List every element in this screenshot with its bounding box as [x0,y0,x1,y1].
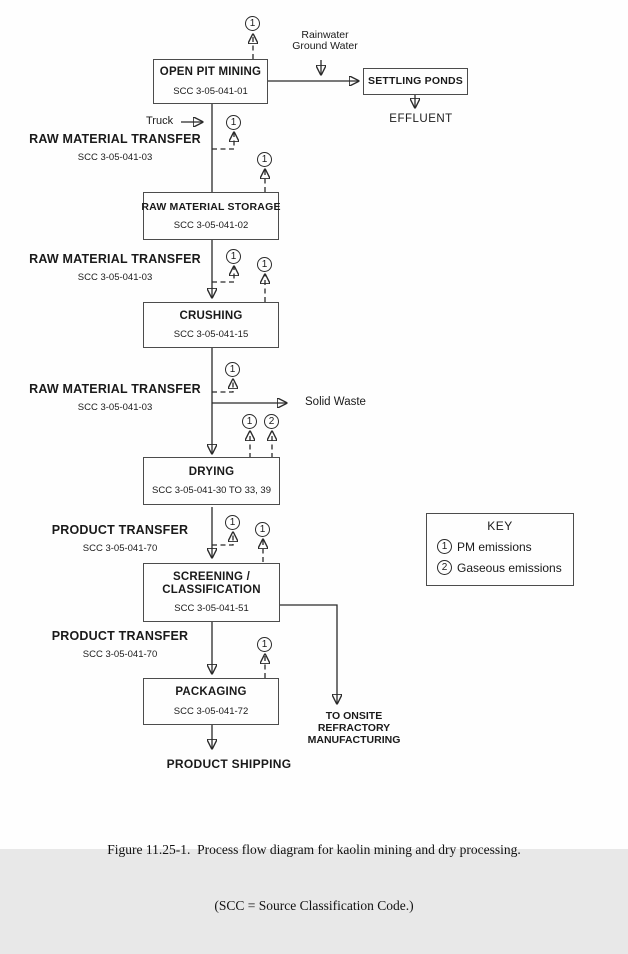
screening-title-line1: SCREENING / [173,570,250,583]
raw-material-transfer-title: RAW MATERIAL TRANSFER [29,132,201,146]
gaseous-emission-circle-legend: 2 [437,560,452,575]
label-product-transfer-1 [36,523,204,554]
figure-caption-line2: (SCC = Source Classification Code.) [214,898,414,914]
packaging-title: PACKAGING [175,686,247,699]
rainwater-line1: Rainwater [301,29,349,41]
raw-material-transfer-scc-code: SCC 3-05-041-03 [77,272,153,283]
label-raw-material-transfer-2 [24,252,206,283]
raw-material-transfer-scc-code: SCC 3-05-041-03 [77,152,153,163]
product-transfer-title: PRODUCT TRANSFER [51,523,189,537]
open-pit-mining-title: OPEN PIT MINING [159,66,262,79]
figure-caption [0,803,628,954]
key-title: KEY [487,519,513,533]
to-onsite-line1: TO ONSITE [325,710,383,722]
open-pit-mining-scc-code: SCC 3-05-041-01 [173,85,248,97]
raw-material-storage-title: RAW MATERIAL STORAGE [141,201,281,214]
key-item-pm [437,539,573,554]
raw-material-transfer-scc-code: SCC 3-05-041-03 [77,402,153,413]
process-box-packaging [143,678,279,725]
key-legend [426,513,574,586]
screening-scc-code: SCC 3-05-041-51 [174,603,249,615]
rainwater-line2: Ground Water [292,40,358,53]
gaseous-emission-circle-drying: 2 [264,414,279,429]
pm-emission-circle-screening: 1 [255,522,270,537]
label-to-onsite-refractory [298,710,410,746]
process-box-raw-material-storage [143,192,279,240]
product-transfer-title: PRODUCT TRANSFER [51,629,189,643]
label-product-shipping: PRODUCT SHIPPING [166,757,292,771]
raw-material-transfer-title: RAW MATERIAL TRANSFER [29,252,201,266]
pm-emission-circle-open-pit: 1 [245,16,260,31]
process-box-drying [143,457,280,505]
pm-emission-circle-legend: 1 [437,539,452,554]
pm-emission-circle-product-transfer-1: 1 [225,515,240,530]
crushing-scc-code: SCC 3-05-041-15 [173,329,249,341]
drying-scc-code: SCC 3-05-041-30 TO 33, 39 [152,485,271,497]
process-box-open-pit-mining [153,59,268,104]
pm-emission-circle-transfer-2: 1 [226,249,241,264]
label-raw-material-transfer-3 [24,382,206,413]
pm-emission-circle-transfer-1: 1 [226,115,241,130]
product-transfer-scc-code: SCC 3-05-041-70 [82,649,158,660]
pm-emission-circle-crushing: 1 [257,257,272,272]
raw-material-storage-scc-code: SCC 3-05-041-02 [173,219,249,231]
process-box-settling-ponds [363,68,468,95]
process-box-screening-classification [143,563,280,622]
key-item-pm-label: PM emissions [457,539,532,554]
key-item-gaseous-label: Gaseous emissions [457,560,562,575]
product-transfer-scc-code: SCC 3-05-041-70 [82,543,158,554]
pm-emission-circle-storage: 1 [257,152,272,167]
label-product-transfer-2 [36,629,204,660]
settling-ponds-title: SETTLING PONDS [368,75,463,88]
drying-title: DRYING [188,465,235,478]
pm-emission-circle-transfer-3: 1 [225,362,240,377]
label-rainwater-groundwater [281,30,369,52]
raw-material-transfer-title: RAW MATERIAL TRANSFER [29,382,201,396]
label-solid-waste: Solid Waste [305,396,366,408]
figure-caption-line1: Figure 11.25-1. Process flow diagram for kaolin mining and dry processing. [107,841,521,857]
packaging-scc-code: SCC 3-05-041-72 [173,705,249,717]
pm-emission-circle-packaging: 1 [257,637,272,652]
process-box-crushing [143,302,279,348]
to-onsite-line3: MANUFACTURING [307,734,401,747]
label-effluent: EFFLUENT [389,113,453,125]
label-raw-material-transfer-1 [24,132,206,163]
key-item-gaseous [437,560,573,575]
screening-title-line2: CLASSIFICATION [162,584,261,596]
to-onsite-line2: REFRACTORY [317,722,391,735]
crushing-title: CRUSHING [179,309,243,322]
label-truck: Truck [146,115,174,127]
pm-emission-circle-drying: 1 [242,414,257,429]
